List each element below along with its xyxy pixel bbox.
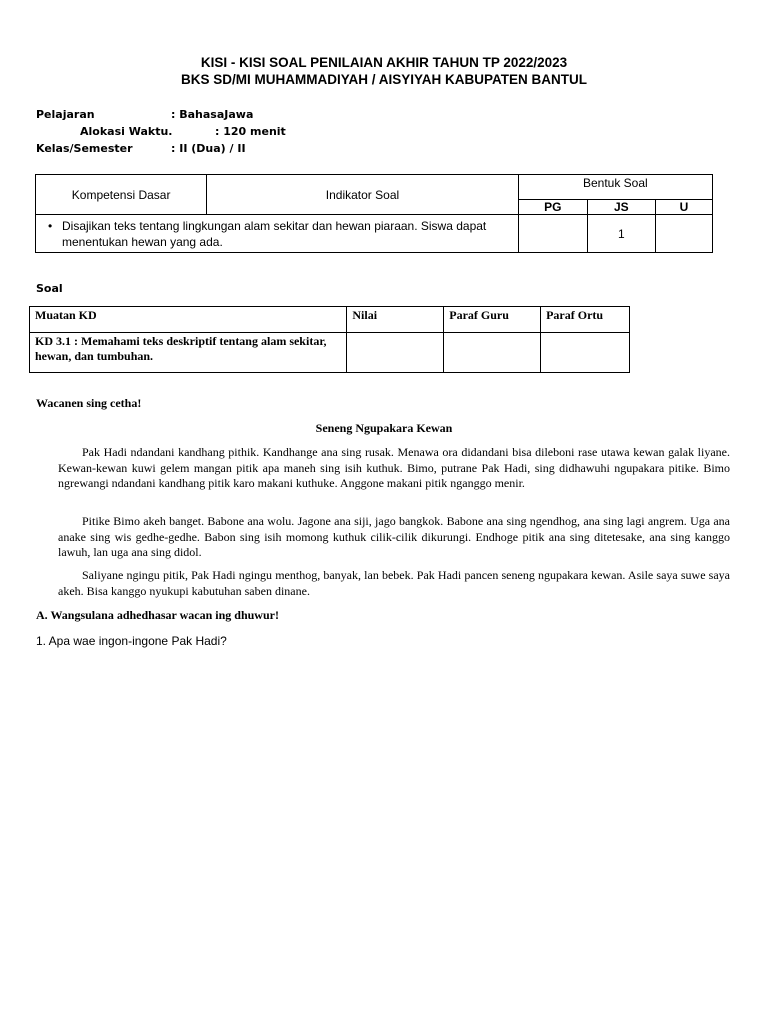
alokasi-label: Alokasi Waktu.: [80, 125, 173, 138]
paraf-ortu-cell: [541, 333, 630, 373]
story-paragraph-3: Saliyane ngingu pitik, Pak Hadi ngingu menthog, banyak, lan bebek. Pak Hadi pancen seneng ngupakara kewan. Asile saya suwe saya akeh. Bisa kanggo nyukupi kabutuhan saben dinane.: [58, 568, 730, 598]
header-u: U: [655, 200, 712, 215]
header-indikator-soal: Indikator Soal: [207, 175, 518, 215]
kd-description: KD 3.1 : Memahami teks deskriptif tentang alam sekitar, hewan, dan tumbuhan.: [30, 333, 347, 373]
indikator-text: Disajikan teks tentang lingkungan alam sekitar dan hewan piaraan. Siswa dapat menentukan hewan yang ada.: [62, 219, 487, 249]
kelas-label: Kelas/Semester: [36, 142, 133, 155]
paraf-guru-cell: [444, 333, 541, 373]
story-paragraph-2: Pitike Bimo akeh banget. Babone ana wolu. Jagone ana siji, jago bangkok. Babone ana sing ngendhog, ana sing lagi angrem. Uga ana anake sing wis gedhe-gedhe. Babon sing isih momong kuthuk cilik-cilik dikurungi. Endhoge pitik ana sing ditetesake, ana sing kanggo lawuh, lan uga ana sing didol.: [58, 514, 730, 559]
header-pg: PG: [518, 200, 587, 215]
header-js: JS: [587, 200, 655, 215]
header-paraf-ortu: Paraf Ortu: [541, 307, 630, 333]
section-a-heading: A. Wangsulana adhedhasar wacan ing dhuwur!: [36, 608, 279, 622]
header-paraf-guru: Paraf Guru: [444, 307, 541, 333]
pelajaran-label: Pelajaran: [36, 108, 95, 121]
document-title-line1: KISI - KISI SOAL PENILAIAN AKHIR TAHUN TP 2022/2023: [200, 55, 568, 70]
indikator-cell: [36, 215, 519, 253]
pelajaran-value: : BahasaJawa: [171, 108, 254, 121]
cell-u: [655, 215, 712, 253]
header-kompetensi-dasar: Kompetensi Dasar: [36, 175, 207, 215]
header-nilai: Nilai: [347, 307, 444, 333]
instruction: Wacanen sing cetha!: [36, 396, 142, 410]
kisi-table: [35, 174, 713, 253]
kelas-value: : II (Dua) / II: [171, 142, 246, 155]
kd-table: [29, 306, 630, 373]
story-paragraph-1: Pak Hadi ndandani kandhang pithik. Kandhange ana sing rusak. Menawa ora didandani bisa dileboni rase utawa kewan galak liyane. Kewan-kewan kuwi gelem mangan pitik apa maneh sing isih kuthuk. Bimo, putrane Pak Hadi, sing didhawuhi ngupakara pitike. Bimo ngrewangi ndandani kandhang pitik karo makani kuthuke. Anggone makani pitik nganggo menir.: [58, 445, 730, 490]
cell-pg: [518, 215, 587, 253]
bullet-icon: •: [48, 219, 53, 233]
story-title: Seneng Ngupakara Kewan: [315, 421, 453, 435]
cell-js: 1: [587, 215, 655, 253]
question-1: 1. Apa wae ingon-ingone Pak Hadi?: [36, 634, 227, 648]
header-bentuk-soal: Bentuk Soal: [518, 175, 712, 200]
nilai-cell: [347, 333, 444, 373]
document-title-line2: BKS SD/MI MUHAMMADIYAH / AISYIYAH KABUPATEN BANTUL: [180, 72, 587, 87]
soal-label: Soal: [36, 282, 63, 295]
alokasi-value: : 120 menit: [215, 125, 286, 138]
header-muatan-kd: Muatan KD: [30, 307, 347, 333]
